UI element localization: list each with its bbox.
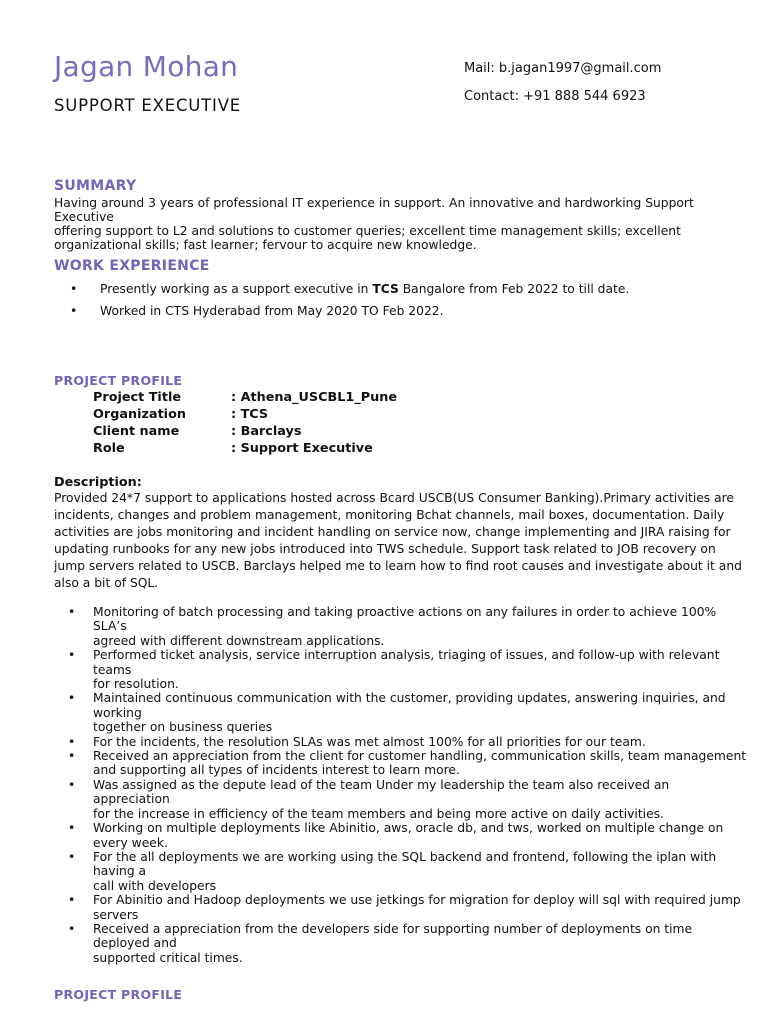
bullet: •: [68, 648, 76, 663]
description-text: [54, 490, 744, 592]
list-item: [68, 821, 748, 850]
bullet: •: [68, 893, 76, 908]
list-item-line: Working on multiple deployments like Abinitio, aws, oracle db, and tws, worked on multiple change on: [93, 821, 724, 836]
row-value: : TCS: [231, 407, 269, 422]
candidate-name: Jagan Mohan: [54, 50, 239, 83]
list-item-line: Performed ticket analysis, service interruption analysis, triaging of issues, and follow-up with relevant teams: [93, 648, 720, 677]
list-item: [68, 691, 748, 734]
description-line: Provided 24*7 support to applications hosted across Bcard USCB(US Consumer Banking).Primary activities are: [54, 491, 734, 505]
list-item-line: for the increase in efficiency of the team members and being more active on daily activities.: [93, 806, 664, 821]
row-value: : Support Executive: [231, 441, 373, 456]
row-label: Role: [93, 441, 125, 456]
list-item: [68, 735, 748, 749]
organization-row: [93, 407, 268, 422]
bullet: •: [68, 777, 76, 792]
description-line: jump servers related to USCB. Barclays helped me to learn how to find root causes and investigate about it and: [54, 559, 742, 573]
row-label: Project Title: [93, 390, 182, 405]
work-item-company: TCS: [372, 282, 399, 296]
description-line: also a bit of SQL.: [54, 576, 159, 590]
summary-line: Having around 3 years of professional IT experience in support. An innovative and hardworking Support Executive: [54, 196, 694, 224]
bullet: •: [68, 849, 76, 864]
list-item-line: For the incidents, the resolution SLAs was met almost 100% for all priorities for our team.: [93, 734, 646, 749]
list-item: [68, 605, 748, 648]
list-item-line: Received an appreciation from the client for customer handling, communication skills, team management: [93, 749, 747, 764]
description-line: activities are jobs monitoring and incident handling on service now, change implementing and JIRA raising for: [54, 525, 731, 539]
bullet: •: [68, 749, 76, 764]
bullet: •: [68, 734, 76, 749]
job-title: SUPPORT EXECUTIVE: [54, 96, 242, 115]
project-profile-heading: PROJECT PROFILE: [54, 373, 183, 388]
summary-line: offering support to L2 and solutions to customer queries; excellent time management skills; excellent: [54, 224, 681, 238]
bullet: •: [68, 821, 76, 836]
description-heading: Description:: [54, 475, 142, 490]
role-row: [93, 441, 373, 456]
list-item-line: servers: [93, 907, 139, 922]
summary-text: [54, 196, 744, 252]
list-item: [68, 850, 748, 893]
email-line: Mail: b.jagan1997@gmail.com: [464, 61, 662, 76]
list-item-line: Monitoring of batch processing and taking proactive actions on any failures in order to achieve 100% SLA’s: [93, 605, 717, 634]
bullet: •: [70, 282, 78, 296]
list-item-line: and supporting all types of incidents interest to learn more.: [93, 763, 460, 778]
client-row: [93, 424, 301, 439]
work-item: [70, 282, 629, 296]
list-item: [68, 893, 748, 922]
bullet: •: [68, 921, 76, 936]
list-item-line: For the all deployments we are working using the SQL backend and frontend, following the iplan with having a: [93, 849, 717, 879]
list-item: [68, 922, 748, 965]
phone-line: Contact: +91 888 544 6923: [464, 89, 646, 104]
list-item: [68, 778, 748, 821]
project-title-row: [93, 390, 397, 405]
project-profile-heading-2: PROJECT PROFILE: [54, 987, 183, 1002]
work-item: [70, 304, 444, 318]
list-item-line: agreed with different downstream applications.: [93, 633, 385, 648]
description-line: updating runbooks for any new jobs introduced into TWS schedule. Support task related to JOB recovery on: [54, 542, 716, 556]
work-item-text: Worked in CTS Hyderabad from May 2020 TO Feb 2022.: [100, 304, 444, 318]
summary-line: organizational skills; fast learner; fervour to acquire new knowledge.: [54, 238, 477, 252]
summary-heading: SUMMARY: [54, 178, 137, 194]
list-item-line: Received a appreciation from the developers side for supporting number of deployments on time deployed and: [93, 921, 693, 951]
list-item-line: every week.: [93, 835, 168, 850]
responsibilities-list: [68, 605, 748, 965]
description-line: incidents, changes and problem management, monitoring Bchat channels, mail boxes, documentation. Daily: [54, 508, 725, 522]
list-item-line: Maintained continuous communication with the customer, providing updates, answering inquiries, and working: [93, 691, 726, 720]
work-item-text: Presently working as a support executive in: [100, 282, 373, 296]
list-item-line: call with developers: [93, 878, 217, 893]
bullet: •: [70, 304, 78, 318]
bullet: •: [68, 691, 76, 706]
list-item-line: supported critical times.: [93, 950, 243, 965]
list-item-line: Was assigned as the depute lead of the team Under my leadership the team also received an appreciation: [93, 777, 670, 807]
work-experience-heading: WORK EXPERIENCE: [54, 258, 210, 274]
row-label: Organization: [93, 407, 186, 422]
list-item-line: together on business queries: [93, 720, 273, 735]
bullet: •: [68, 605, 76, 619]
list-item-line: For Abinitio and Hadoop deployments we use jetkings for migration for deploy will sql with required jump: [93, 893, 741, 908]
list-item: [68, 749, 748, 778]
list-item-line: for resolution.: [93, 677, 179, 692]
work-item-text-end: Bangalore from Feb 2022 to till date.: [398, 282, 630, 296]
row-value: : Barclays: [231, 424, 302, 439]
row-value: : Athena_USCBL1_Pune: [231, 390, 398, 405]
list-item: [68, 648, 748, 691]
row-label: Client name: [93, 424, 180, 439]
